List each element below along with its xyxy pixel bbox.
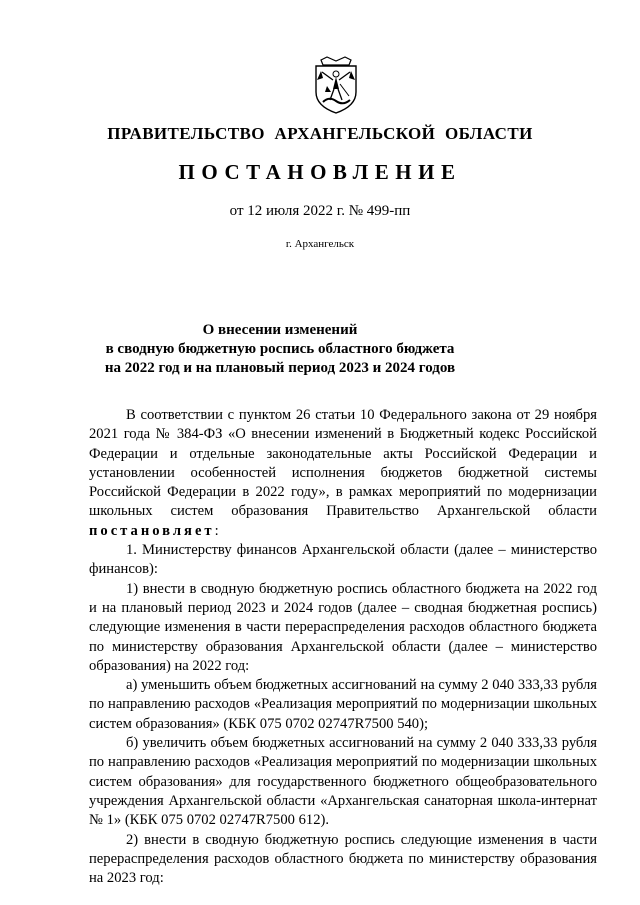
document-body	[89, 406, 597, 888]
decree-word: постановляет	[89, 522, 215, 539]
document-date-number: от 12 июля 2022 г. № 499-пп	[229, 203, 411, 219]
organization-name: ПРАВИТЕЛЬСТВО АРХАНГЕЛЬСКОЙ ОБЛАСТИ	[107, 124, 533, 143]
title-line-3: на 2022 год и на плановый период 2023 и 2024 годов	[104, 360, 456, 376]
document-city: г. Архангельск	[285, 238, 355, 250]
clause-1-2: 2) внести в сводную бюджетную роспись следующие изменения в части перераспределения расходов областного бюджета по министерству образования на 2023 год:	[89, 831, 597, 887]
preamble-end: :	[214, 522, 219, 539]
title-line-2: в сводную бюджетную роспись областного бюджета	[105, 341, 455, 357]
coat-of-arms-icon	[313, 56, 359, 114]
clause-1-1: 1) внести в сводную бюджетную роспись областного бюджета на 2022 год и на плановый период 2023 и 2024 годов (далее – сводная бюджетная роспись) следующие изменения в части перераспределения расходов областного бюджета по министерству образования Архангельской области (далее – министерство образования) на 2022 год:	[89, 580, 597, 674]
clause-1-1-b: б) увеличить объем бюджетных ассигнований на сумму 2 040 333,33 рубля по направлению расходов «Реализация мероприятий по модернизации школьных систем образования» для государственного бюджетного общеобразовательного учреждения Архангельской области «Архангельская санаторная школа-интернат № 1» (КБК 075 0702 02747R7500 612).	[89, 735, 597, 829]
preamble-paragraph	[89, 406, 597, 541]
title-line-1: О внесении изменений	[202, 322, 358, 338]
preamble-text: В соответствии с пунктом 26 статьи 10 Федерального закона от 29 ноября 2021 года № 384-ФЗ «О внесении изменений в Бюджетный кодекс Российской Федерации и отдельные законодательные акты Российской Федерации и установлении особенностей исполнения бюджетов бюджетной системы Российской Федерации в 2022 году», в рамках мероприятий по модернизации школьных систем образования Правительство Архангельской области	[89, 407, 597, 520]
clause-1-1-a: а) уменьшить объем бюджетных ассигнований на сумму 2 040 333,33 рубля по направлению расходов «Реализация мероприятий по модернизации школьных систем образования» (КБК 075 0702 02747R7500 540);	[89, 677, 597, 732]
document-type: ПОСТАНОВЛЕНИЕ	[178, 160, 462, 184]
clause-1: 1. Министерству финансов Архангельской области (далее – министерство финансов):	[89, 542, 597, 578]
document-title	[60, 321, 640, 378]
